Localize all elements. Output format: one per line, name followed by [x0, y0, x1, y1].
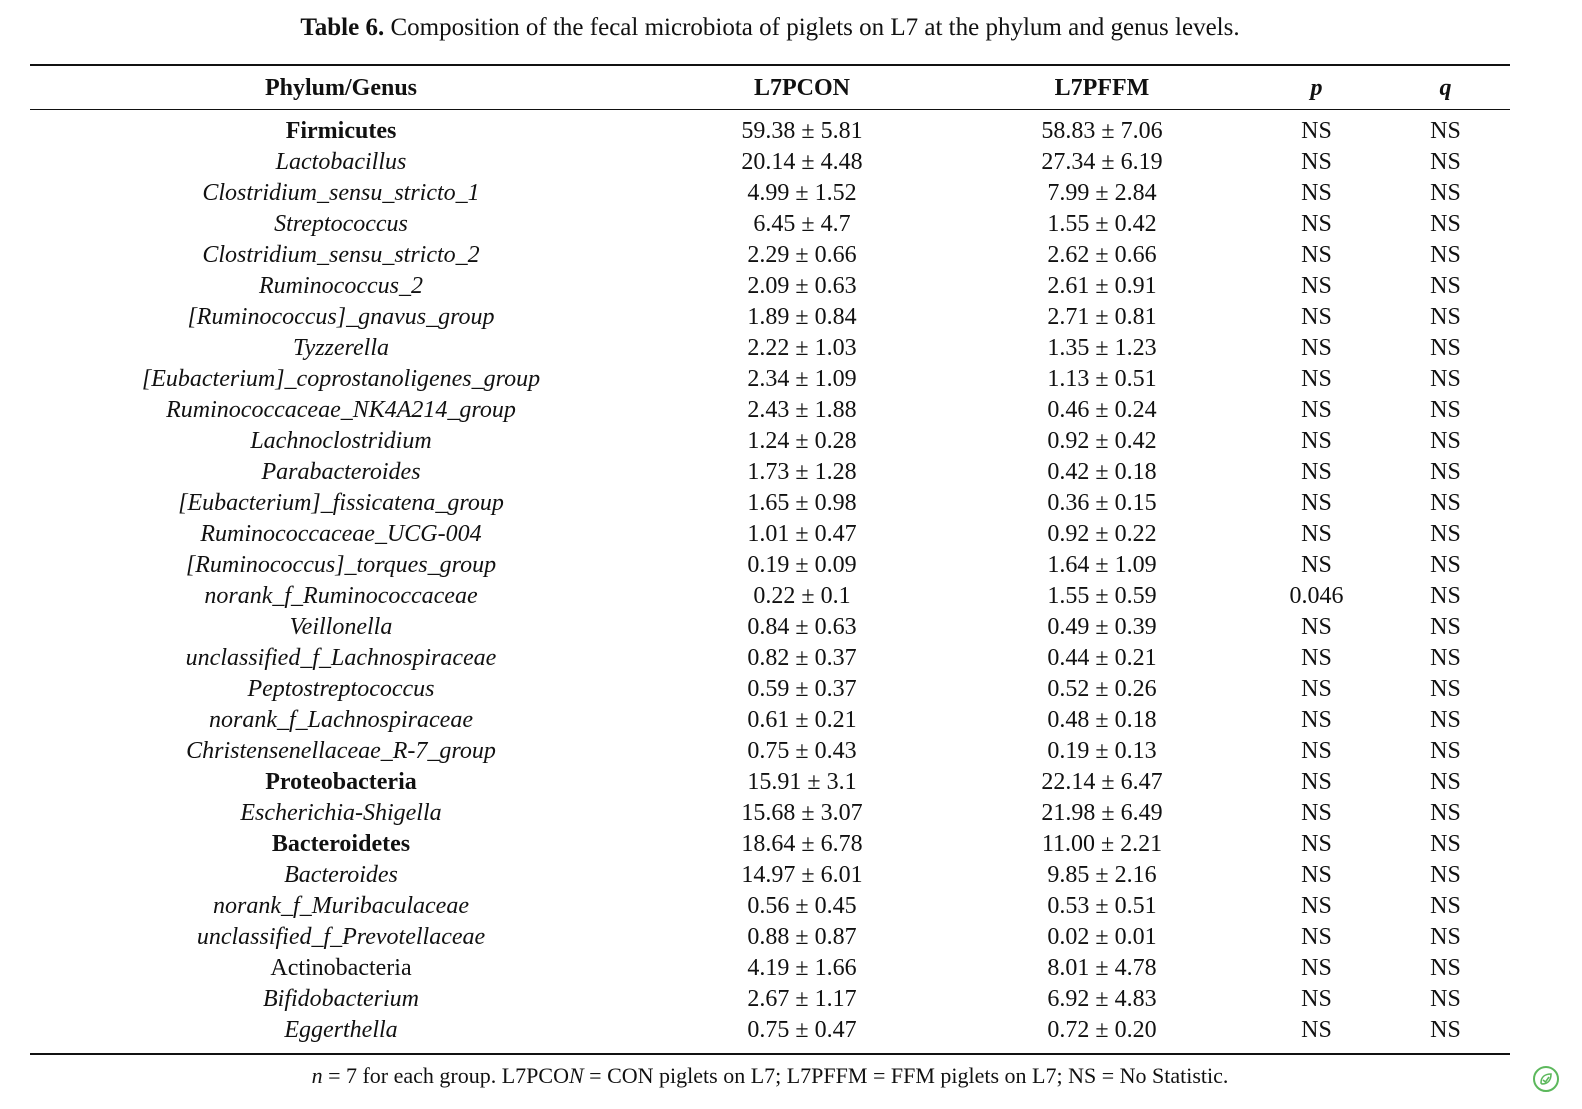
table-caption-text: Composition of the fecal microbiota of piglets on L7 at the phylum and genus levels. — [390, 14, 1240, 41]
cell-l7pcon: 18.64 ± 6.78 — [741, 831, 863, 857]
cell-phylum-genus: Ruminococcaceae_UCG-004 — [200, 521, 482, 547]
cell-l7pffm: 11.00 ± 2.21 — [1041, 831, 1163, 857]
table-row — [30, 240, 1510, 271]
cell-phylum-genus: Clostridium_sensu_stricto_2 — [202, 242, 480, 268]
cell-q: NS — [1430, 676, 1461, 702]
cell-l7pcon: 0.84 ± 0.63 — [747, 614, 857, 640]
cell-q: NS — [1430, 273, 1461, 299]
cell-q: NS — [1430, 707, 1461, 733]
cell-phylum-genus: Clostridium_sensu_stricto_1 — [202, 180, 480, 206]
cell-phylum-genus: Firmicutes — [285, 118, 397, 144]
cell-l7pcon: 1.89 ± 0.84 — [747, 304, 857, 330]
table-row — [30, 302, 1510, 333]
cell-l7pffm: 27.34 ± 6.19 — [1041, 149, 1163, 175]
cell-p: NS — [1301, 924, 1332, 950]
cell-l7pcon: 0.88 ± 0.87 — [747, 924, 857, 950]
table-row — [30, 271, 1510, 302]
cell-l7pcon: 0.61 ± 0.21 — [747, 707, 857, 733]
cell-phylum-genus: [Eubacterium]_coprostanoligenes_group — [141, 366, 541, 392]
cell-p: NS — [1301, 893, 1332, 919]
cell-q: NS — [1430, 614, 1461, 640]
cell-q: NS — [1430, 645, 1461, 671]
table-footnote — [0, 1060, 1540, 1092]
cell-phylum-genus: Peptostreptococcus — [247, 676, 435, 702]
cell-l7pffm: 58.83 ± 7.06 — [1041, 118, 1163, 144]
cell-p: NS — [1301, 428, 1332, 454]
cell-l7pcon: 1.73 ± 1.28 — [747, 459, 857, 485]
cell-q: NS — [1430, 242, 1461, 268]
cell-l7pcon: 15.91 ± 3.1 — [747, 769, 857, 795]
table-row — [30, 581, 1510, 612]
cell-p: NS — [1301, 149, 1332, 175]
cell-l7pffm: 0.92 ± 0.42 — [1047, 428, 1157, 454]
cell-l7pcon: 1.01 ± 0.47 — [747, 521, 857, 547]
cell-q: NS — [1430, 583, 1461, 609]
table-row — [30, 209, 1510, 240]
cell-phylum-genus: Proteobacteria — [265, 769, 417, 795]
cell-q: NS — [1430, 893, 1461, 919]
cell-phylum-genus: [Eubacterium]_fissicatena_group — [178, 490, 504, 516]
cell-p: NS — [1301, 521, 1332, 547]
table-header-row — [30, 66, 1510, 110]
cell-q: NS — [1430, 800, 1461, 826]
table-caption — [0, 10, 1540, 46]
cell-l7pcon: 2.34 ± 1.09 — [747, 366, 857, 392]
cell-q: NS — [1430, 1017, 1461, 1043]
cell-l7pffm: 0.49 ± 0.39 — [1047, 614, 1157, 640]
cell-l7pcon: 59.38 ± 5.81 — [741, 118, 863, 144]
table-row — [30, 922, 1510, 953]
table-row — [30, 767, 1510, 798]
cell-q: NS — [1430, 738, 1461, 764]
cell-l7pcon: 14.97 ± 6.01 — [741, 862, 863, 888]
cell-l7pcon: 4.19 ± 1.66 — [747, 955, 857, 981]
cell-q: NS — [1430, 862, 1461, 888]
cell-p: 0.046 — [1289, 583, 1344, 609]
cell-l7pcon: 20.14 ± 4.48 — [741, 149, 863, 175]
cell-q: NS — [1430, 924, 1461, 950]
table-row — [30, 426, 1510, 457]
cell-l7pffm: 6.92 ± 4.83 — [1047, 986, 1157, 1012]
cell-phylum-genus: Ruminococcus_2 — [259, 273, 423, 299]
table-row — [30, 457, 1510, 488]
table-row — [30, 674, 1510, 705]
cell-phylum-genus: Parabacteroides — [261, 459, 421, 485]
cell-p: NS — [1301, 397, 1332, 423]
cell-phylum-genus: Streptococcus — [274, 211, 408, 237]
cell-l7pffm: 21.98 ± 6.49 — [1041, 800, 1163, 826]
cell-q: NS — [1430, 397, 1461, 423]
microbiota-table — [30, 66, 1510, 1046]
cell-l7pffm: 1.55 ± 0.42 — [1047, 211, 1157, 237]
cell-l7pcon: 2.09 ± 0.63 — [747, 273, 857, 299]
table-body — [30, 110, 1510, 1046]
table-row — [30, 984, 1510, 1015]
cell-p: NS — [1301, 955, 1332, 981]
cell-l7pffm: 2.62 ± 0.66 — [1047, 242, 1157, 268]
cell-l7pcon: 0.19 ± 0.09 — [747, 552, 857, 578]
cell-l7pffm: 0.36 ± 0.15 — [1047, 490, 1157, 516]
table-row — [30, 110, 1510, 147]
cell-q: NS — [1430, 211, 1461, 237]
cell-phylum-genus: Lachnoclostridium — [250, 428, 432, 454]
cell-phylum-genus: norank_f_Ruminococcaceae — [204, 583, 478, 609]
cell-q: NS — [1430, 428, 1461, 454]
table-row — [30, 488, 1510, 519]
header-phylum-genus: Phylum/Genus — [264, 74, 418, 101]
table-row — [30, 829, 1510, 860]
cell-q: NS — [1430, 149, 1461, 175]
cell-l7pffm: 22.14 ± 6.47 — [1041, 769, 1163, 795]
cell-p: NS — [1301, 800, 1332, 826]
cell-l7pffm: 0.44 ± 0.21 — [1047, 645, 1157, 671]
cell-l7pffm: 0.72 ± 0.20 — [1047, 1017, 1157, 1043]
table-row — [30, 395, 1510, 426]
cell-q: NS — [1430, 118, 1461, 144]
cell-l7pcon: 2.22 ± 1.03 — [747, 335, 857, 361]
cell-phylum-genus: [Ruminococcus]_torques_group — [185, 552, 497, 578]
footnote-part2: = CON piglets on L7; L7PFFM = FFM piglets on L7; NS = No Statistic. — [583, 1063, 1229, 1088]
header-l7pcon: L7PCON — [754, 74, 850, 101]
cell-p: NS — [1301, 738, 1332, 764]
cell-phylum-genus: Escherichia-Shigella — [240, 800, 442, 826]
cell-q: NS — [1430, 366, 1461, 392]
cell-l7pffm: 1.55 ± 0.59 — [1047, 583, 1157, 609]
cell-p: NS — [1301, 490, 1332, 516]
table-row — [30, 612, 1510, 643]
cell-l7pffm: 0.02 ± 0.01 — [1047, 924, 1157, 950]
bottom-rule — [30, 1053, 1510, 1055]
cell-l7pcon: 15.68 ± 3.07 — [741, 800, 863, 826]
cell-l7pcon: 0.82 ± 0.37 — [747, 645, 857, 671]
cell-l7pcon: 0.22 ± 0.1 — [753, 583, 851, 609]
cell-l7pffm: 2.61 ± 0.91 — [1047, 273, 1157, 299]
table-row — [30, 364, 1510, 395]
cell-l7pffm: 1.35 ± 1.23 — [1047, 335, 1157, 361]
cell-phylum-genus: norank_f_Muribaculaceae — [213, 893, 469, 919]
cell-p: NS — [1301, 552, 1332, 578]
cell-l7pffm: 0.48 ± 0.18 — [1047, 707, 1157, 733]
cell-p: NS — [1301, 831, 1332, 857]
table-row — [30, 643, 1510, 674]
table-row — [30, 333, 1510, 364]
cell-l7pcon: 0.56 ± 0.45 — [747, 893, 857, 919]
cell-p: NS — [1301, 273, 1332, 299]
cell-p: NS — [1301, 986, 1332, 1012]
leaf-check-icon[interactable] — [1533, 1066, 1559, 1092]
cell-phylum-genus: Lactobacillus — [275, 149, 407, 175]
table-row — [30, 891, 1510, 922]
cell-q: NS — [1430, 490, 1461, 516]
cell-l7pffm: 0.46 ± 0.24 — [1047, 397, 1157, 423]
cell-phylum-genus: Veillonella — [289, 614, 393, 640]
table-row — [30, 953, 1510, 984]
cell-phylum-genus: unclassified_f_Lachnospiraceae — [185, 645, 497, 671]
footnote-n-symbol: n — [311, 1063, 323, 1088]
header-p: p — [1310, 74, 1323, 101]
cell-l7pffm: 2.71 ± 0.81 — [1047, 304, 1157, 330]
cell-q: NS — [1430, 552, 1461, 578]
footnote-part1: = 7 for each group. L7PCO — [322, 1063, 569, 1088]
cell-phylum-genus: Bacteroidetes — [271, 831, 411, 857]
cell-p: NS — [1301, 118, 1332, 144]
cell-l7pcon: 2.43 ± 1.88 — [747, 397, 857, 423]
cell-q: NS — [1430, 521, 1461, 547]
cell-p: NS — [1301, 769, 1332, 795]
table-row — [30, 860, 1510, 891]
table-row — [30, 147, 1510, 178]
cell-p: NS — [1301, 366, 1332, 392]
cell-p: NS — [1301, 211, 1332, 237]
cell-phylum-genus: unclassified_f_Prevotellaceae — [196, 924, 486, 950]
cell-phylum-genus: norank_f_Lachnospiraceae — [209, 707, 473, 733]
cell-q: NS — [1430, 180, 1461, 206]
cell-p: NS — [1301, 614, 1332, 640]
cell-l7pcon: 0.75 ± 0.47 — [747, 1017, 857, 1043]
cell-l7pcon: 0.75 ± 0.43 — [747, 738, 857, 764]
cell-q: NS — [1430, 769, 1461, 795]
cell-p: NS — [1301, 862, 1332, 888]
cell-q: NS — [1430, 304, 1461, 330]
table-row — [30, 519, 1510, 550]
cell-l7pffm: 8.01 ± 4.78 — [1047, 955, 1157, 981]
cell-l7pcon: 2.29 ± 0.66 — [747, 242, 857, 268]
cell-p: NS — [1301, 676, 1332, 702]
cell-l7pffm: 9.85 ± 2.16 — [1047, 862, 1157, 888]
footnote-n-symbol-2: N — [568, 1063, 584, 1088]
cell-p: NS — [1301, 180, 1332, 206]
cell-phylum-genus: [Ruminococcus]_gnavus_group — [187, 304, 495, 330]
table-caption-label: Table 6. — [300, 14, 385, 41]
cell-p: NS — [1301, 242, 1332, 268]
cell-p: NS — [1301, 1017, 1332, 1043]
cell-phylum-genus: Bacteroides — [284, 862, 398, 888]
leaf-check-glyph — [1538, 1071, 1554, 1087]
table-row — [30, 798, 1510, 829]
cell-q: NS — [1430, 459, 1461, 485]
cell-phylum-genus: Actinobacteria — [270, 955, 412, 981]
header-l7pffm: L7PFFM — [1054, 74, 1150, 101]
cell-l7pffm: 1.64 ± 1.09 — [1047, 552, 1157, 578]
cell-l7pcon: 2.67 ± 1.17 — [747, 986, 857, 1012]
cell-p: NS — [1301, 645, 1332, 671]
cell-l7pcon: 6.45 ± 4.7 — [753, 211, 851, 237]
table-row — [30, 1015, 1510, 1046]
cell-l7pcon: 4.99 ± 1.52 — [747, 180, 857, 206]
cell-l7pffm: 0.92 ± 0.22 — [1047, 521, 1157, 547]
table-row — [30, 178, 1510, 209]
cell-phylum-genus: Tyzzerella — [293, 335, 389, 361]
cell-phylum-genus: Ruminococcaceae_NK4A214_group — [166, 397, 516, 423]
cell-p: NS — [1301, 459, 1332, 485]
header-q: q — [1439, 74, 1452, 101]
cell-l7pffm: 0.53 ± 0.51 — [1047, 893, 1157, 919]
cell-phylum-genus: Bifidobacterium — [263, 986, 419, 1012]
cell-q: NS — [1430, 955, 1461, 981]
cell-phylum-genus: Eggerthella — [284, 1017, 398, 1043]
cell-q: NS — [1430, 986, 1461, 1012]
cell-q: NS — [1430, 335, 1461, 361]
cell-l7pffm: 0.52 ± 0.26 — [1047, 676, 1157, 702]
cell-l7pffm: 1.13 ± 0.51 — [1047, 366, 1157, 392]
cell-l7pffm: 0.42 ± 0.18 — [1047, 459, 1157, 485]
cell-p: NS — [1301, 335, 1332, 361]
cell-phylum-genus: Christensenellaceae_R-7_group — [186, 738, 496, 764]
table-row — [30, 550, 1510, 581]
cell-l7pcon: 0.59 ± 0.37 — [747, 676, 857, 702]
cell-p: NS — [1301, 304, 1332, 330]
cell-l7pcon: 1.65 ± 0.98 — [747, 490, 857, 516]
cell-p: NS — [1301, 707, 1332, 733]
table-row — [30, 736, 1510, 767]
table-row — [30, 705, 1510, 736]
cell-q: NS — [1430, 831, 1461, 857]
cell-l7pffm: 0.19 ± 0.13 — [1047, 738, 1157, 764]
cell-l7pcon: 1.24 ± 0.28 — [747, 428, 857, 454]
cell-l7pffm: 7.99 ± 2.84 — [1047, 180, 1157, 206]
